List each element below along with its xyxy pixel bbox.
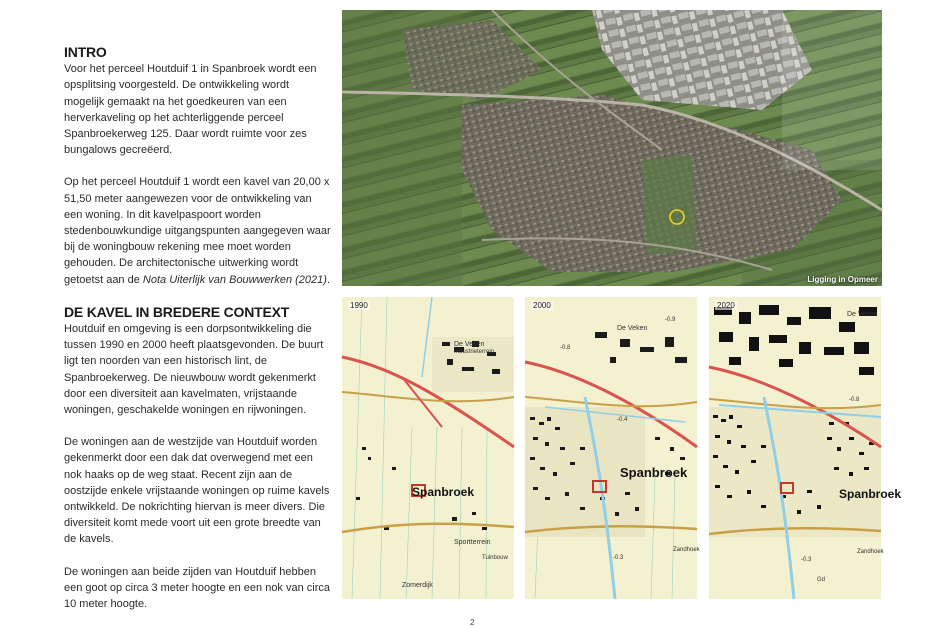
map-2000 xyxy=(525,297,700,599)
map-year: 2020 xyxy=(717,301,735,310)
town-label: Spanbroek xyxy=(412,485,475,499)
map-place-sublabel: Industrieterrein xyxy=(454,349,495,355)
depth-label: -0.9 xyxy=(665,317,676,323)
east-label: Zandhoek xyxy=(857,549,884,555)
intro-paragraph-2: Op het perceel Houtduif 1 wordt een kavel van 20,00 x 51,50 meter aangewezen voor de ontwikkeling van een woning. In dit kavelpaspoort worden stedenbouwkundige uitgangspunten aangegeven waar bij de woningbouw rekening mee moet worden gehouden. De architectonische uitwerking wordt getoetst aan de Nota Uiterlijk van Bouwwerken (2021). xyxy=(64,176,331,286)
street-label: Tuinbouw xyxy=(482,555,508,561)
context-paragraph-1: Houtduif en omgeving is een dorpsontwikkeling die tussen 1990 en 2000 heeft plaatsgevonden. De buurt ligt ten noorden van een historisch lint, de Spanbroekerweg. De nieuwbouw wordt gekenmerkt door een diversiteit aan kavelmaten, vrijstaande woningen, geschakelde woningen en rijwoningen. xyxy=(64,323,324,417)
sport-label: Sportterrein xyxy=(454,539,491,546)
context-paragraph-3: De woningen aan beide zijden van Houtduif hebben een goot op circa 3 meter hoogte en een nok van circa 10 meter hoogte. xyxy=(64,565,331,611)
page-number: 2 xyxy=(470,618,475,627)
aerial-photo xyxy=(342,10,882,286)
town-label: Spanbroek xyxy=(839,487,902,501)
depth-label: -0.3 xyxy=(613,555,624,561)
map-year: 1990 xyxy=(350,301,368,310)
topo-map-1990 xyxy=(342,297,514,599)
aerial-caption: Ligging in Opmeer xyxy=(807,275,878,284)
map-2020 xyxy=(709,297,902,599)
map-place-label: De Veken xyxy=(454,341,485,348)
text-column xyxy=(64,44,332,612)
map-1990 xyxy=(342,297,514,599)
road-label: Zomerdijk xyxy=(402,582,433,589)
depth-label: -0.4 xyxy=(617,417,628,423)
map-year: 2000 xyxy=(533,301,551,310)
map-place-label: De Veken xyxy=(617,325,648,332)
map-place-label: De Veken xyxy=(847,311,878,318)
nota-title: Nota Uiterlijk van Bouwwerken (2021) xyxy=(142,273,327,286)
context-heading: DE KAVEL IN BREDERE CONTEXT xyxy=(64,303,290,320)
depth-label: -0.3 xyxy=(801,557,812,563)
depth-label: -0.8 xyxy=(849,397,860,403)
intro-paragraph-1: Voor het perceel Houtduif 1 in Spanbroek wordt een opsplitsing voorgesteld. De ontwikkeling wordt mogelijk gemaakt na het goedkeuren van een herverkaveling op het achterliggende perceel Spanbroekerweg 125. Daar wordt ruimte voor zes bungalows gecreëerd. xyxy=(64,63,317,157)
town-label: Spanbroek xyxy=(620,465,688,480)
topo-map-2020 xyxy=(709,297,881,599)
gd-label: Gd xyxy=(817,577,826,583)
intro-heading: INTRO xyxy=(64,44,107,60)
topo-map-2000 xyxy=(525,297,697,599)
depth-label: -0.8 xyxy=(560,345,571,351)
context-paragraph-2: De woningen aan de westzijde van Houtduif worden gekenmerkt door een dak dat overwegend met een nok haaks op de weg staat. Recent zijn aan de oostzijde enkele vrijstaande woningen op ruime kavels ontwikkeld. De nokrichting hiervan is meer divers. Die diversiteit komt mede voort uit een grote breedte van de kavels. xyxy=(64,436,330,546)
aerial-image xyxy=(342,10,882,286)
east-label: Zandhoek xyxy=(673,547,700,553)
